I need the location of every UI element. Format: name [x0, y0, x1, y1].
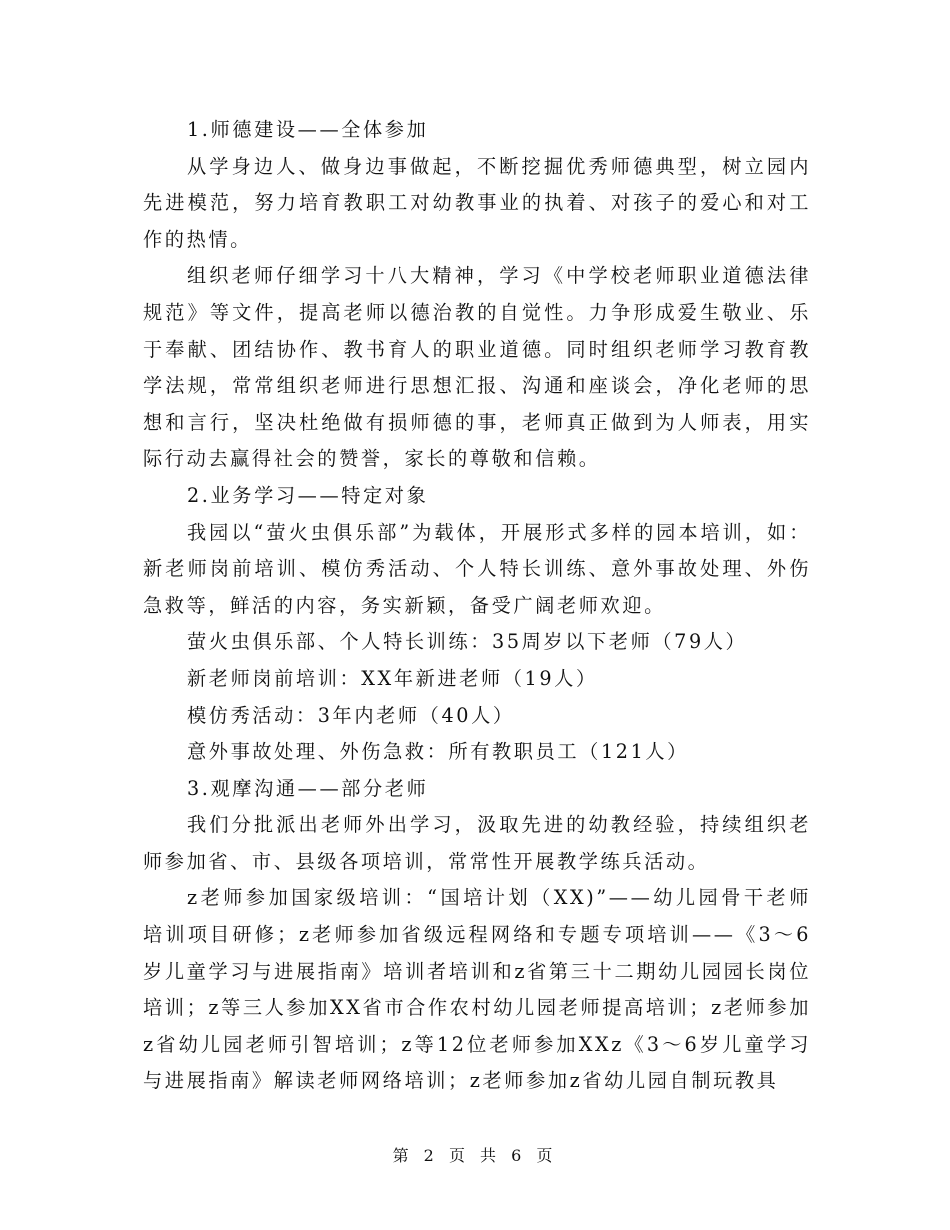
section-heading-1: 1.师德建设——全体参加	[187, 118, 429, 141]
list-item: 意外事故处理、外伤急救：所有教职员工（121人）	[187, 740, 689, 764]
paragraph: 我园以“萤火虫俱乐部”为载体，开展形式多样的园本培训，如：新老师岗前培训、模仿秀活动、个人特长训练、意外事故处理、外伤急救等，鲜活的内容，务实新颖，备受广阔老师欢迎。	[143, 520, 811, 617]
page-footer: 第 2 页 共 6 页	[392, 1146, 558, 1165]
list-item: 萤火虫俱乐部、个人特长训练：35周岁以下老师（79人）	[187, 630, 748, 654]
list-item: 新老师岗前培训：XX年新进老师（19人）	[187, 666, 598, 690]
paragraph: 我们分批派出老师外出学习，汲取先进的幼教经验，持续组织老师参加省、市、县级各项培训，常常性开展教学练兵活动。	[143, 813, 811, 873]
paragraph: z老师参加国家级培训：“国培计划（XX)”——幼儿园骨干老师培训项目研修；z老师参加省级远程网络和专题专项培训——《3～6岁儿童学习与进展指南》培训者培训和z省第三十二期幼儿园园长岗位培训；z等三人参加XX省市合作农村幼儿园老师提高培训；z老师参加z省幼儿园老师引智培训；z等12位老师参加XXz《3～6岁儿童学习与进展指南》解读老师网络培训；z老师参加z省幼儿园自制玩教具	[143, 886, 811, 1093]
section-heading-2: 2.业务学习——特定对象	[187, 483, 429, 507]
body-text	[143, 112, 811, 1100]
paragraph: 从学身边人、做身边事做起，不断挖掘优秀师德典型，树立园内先进模范，努力培育教职工对幼教事业的执着、对孩子的爱心和对工作的热情。	[143, 154, 811, 251]
paragraph: 组织老师仔细学习十八大精神，学习《中学校老师职业道德法律规范》等文件，提高老师以德治教的自觉性。力争形成爱生敬业、乐于奉献、团结协作、教书育人的职业道德。同时组织老师学习教育教学法规，常常组织老师进行思想汇报、沟通和座谈会，净化老师的思想和言行，坚决杜绝做有损师德的事，老师真正做到为人师表，用实际行动去赢得社会的赞誉，家长的尊敬和信赖。	[143, 264, 811, 471]
list-item: 模仿秀活动：3年内老师（40人）	[187, 703, 515, 727]
section-heading-3: 3.观摩沟通——部分老师	[187, 776, 429, 800]
